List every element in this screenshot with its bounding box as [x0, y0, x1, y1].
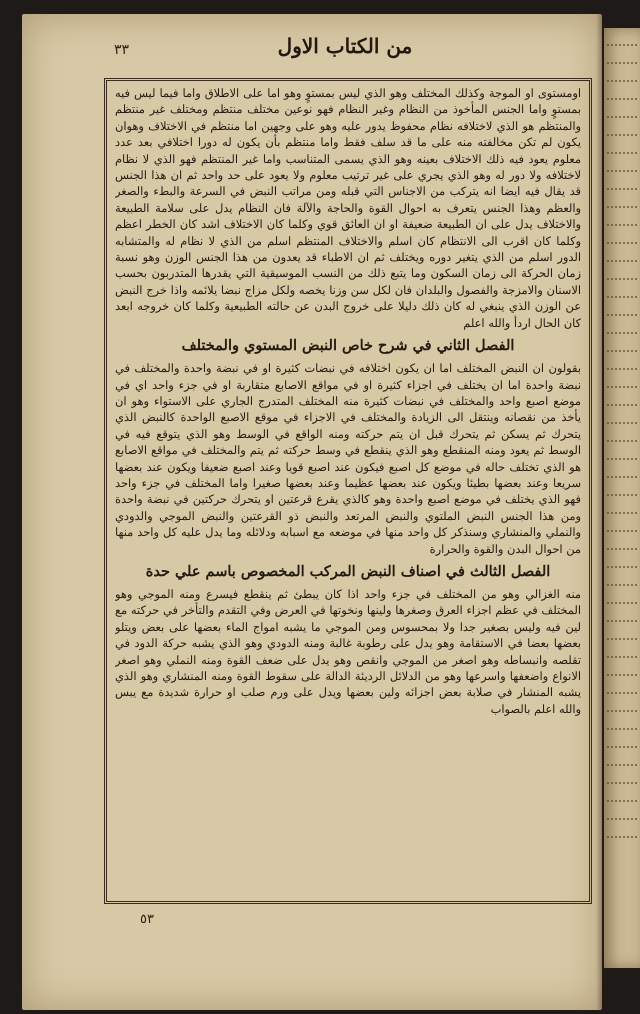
- text-block: [115, 85, 581, 897]
- facing-page-edge: [604, 28, 640, 968]
- paragraph-3: منه الغزالي وهو من المختلف في جزء واحد اذا كان يبطئ ثم ينقطع فيسرع ومنه الموجي وهو المختلف في عظم اجزاء العرق وصغرها ولينها ونخوتها في العرض وفي التقدم والتأخر في حركته مع لين فيه وليس بصغير جدا ولا بمحسوس ومن الموجي ما يشبه امواج الماء بعضها على بعض ويتلو بعضها بعضا في الاستقامة وهو يدل على رطوبة غالبة ومنه الدودي وهو الذي يشبه حركة الدود في تقلصه وانبساطه وهو اصغر من الموجي وانقص وهو يدل على ضعف القوة ومنه النملي وهو اصغر الانواع واضعفها واسرعها وهو من الدلائل الرديئة الدالة على سقوط القوة ومنه المنشاري وهو الذي يشبه المنشار في صلابة بعض اجزائه ولين بعضها ويدل على ورم صلب او حرارة شديدة مع يبس والله اعلم بالصواب: [115, 586, 581, 716]
- paragraph-2: بقولون ان النبض المختلف اما ان يكون اختلافه في نبضات كثيرة او في نبضة واحدة والمختلف في نبضة واحدة اما ان يختلف في اجزاء كثيرة او في مواقع الاصابع متقاربة او في جزء واحد اي في موضع اصبع واحد والمختلف في نبضات كثيرة منه المختلف المتدرج الجاري على الاستواء وهو ان يأخذ من نقصانه وينتقل الى الزيادة والمختلف في الاجزاء في موقع الاصبع الواحدة كالنبض الذي يتحرك ثم يسكن ثم يتحرك قبل ان يتم حركته ومنه الواقع في الوسط وهو الذي يتوقع فيه في الوسط ثم يعود ومنه المنقطع وهو الذي ينقطع في وسط حركته ثم يتم والمختلف في مواقع الاصابع هو الذي تختلف حاله في موضع كل اصبع فيكون عند اصبع قويا وعند اصبع ضعيفا ويكون عند بعضها سريعا وعند بعضها بطيئا ويكون عند بعضها عظيما وعند بعضها صغيرا واما المختلف في جزء واحد فهو الذي يختلف في موضع اصبع واحدة وهو كالذي يقرع قرعتين او يتحرك حركتين في نبضة واحدة ومن هذا الجنس النبض الملتوي والنبض المرتعد والنبض ذو القرعتين والنبض الموجي والدودي والنملي والمنشاري وسنذكر كل واحد منها في موضعه مع اسبابه ودلائله وما يدل عليه كل واحد منها من احوال البدن والقوة والحرارة: [115, 361, 581, 556]
- text-frame: [104, 78, 592, 904]
- page-number: ٣٣: [114, 42, 130, 58]
- paragraph-1: اومستوى او الموجة وكذلك المختلف وهو الذي ليس بمستوٍ وهو اما على الاطلاق واما فيما ليس فيه بمستوٍ واما الجنس المأخوذ من النظام وغير النظام فهو نوعين مختلف منتظم ومختلف غير منتظم والمنتظم هو الذي لاختلافه نظام محفوظ يدور عليه وهو على وجهين اما منتظم في الاختلاف وهوان يكون لم تكن مخالفته منه على ما قد سلف فقط واما منتظم بأن يكون له دورا اختلافي بعد عدد معلوم يعود فيه ذلك الاختلاف بعينه وهو الذي يسمى المتناسب واما غير المنتظم فهو الذي لا نظام لاختلافه ولا دور له وهو الذي يجري على غير ترتيب معلوم ولا يعود على حد واحد ثم ان هذا الجنس قد يقال فيه ايضا انه يتركب من الاجناس التي قبله ومن مراتب النبض في السرعة والبطء والصغر والعظم وهذا الجنس يتعرف به احوال القوة والحاجة والآلة فان النظام يدل على سلامة الطبيعة والاختلاف يدل على ان الطبيعة ضعيفة او ان العائق قوي وكلما كان الاختلاف اشد كان الخطر اعظم وكلما كان اقرب الى الانتظام كان اسلم والاختلاف المنتظم اسلم من الذي لا نظام له والمتشابه الدور اسلم من الذي يتغير دوره ويختلف ثم ان الاطباء قد يعدون من هذا الجنس الوزن وهو نسبة زمان الحركة الى زمان السكون وما يتبع ذلك من النسب الموسيقية التي يقدرها المتدربون بحسب الاسنان والامزجة والفصول والبلدان فان لكل سن وزنا يخصه ولكل مزاج نبضا يلائمه واذا خرج النبض عن الوزن الذي ينبغي له كان ذلك دليلا على خروج البدن عن حالته الطبيعية وكلما كان خروجه ابعد كان الحال اردأ والله اعلم: [115, 86, 581, 330]
- running-header: من الكتاب الاول: [277, 34, 413, 58]
- section-title-2: الفصل الثاني في شرح خاص النبض المستوي والمختلف: [181, 337, 515, 355]
- section-title-3: الفصل الثالث في اصناف النبض المركب المخصوص باسم علي حدة: [145, 562, 551, 580]
- footer-mark: ٥٣: [140, 912, 154, 927]
